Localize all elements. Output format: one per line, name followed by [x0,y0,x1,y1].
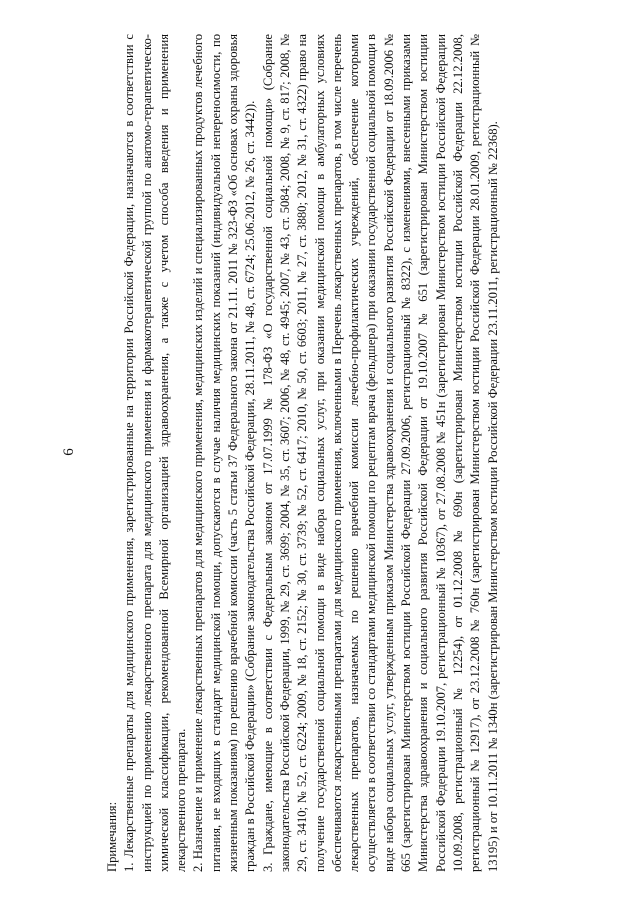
note-item-3: 3. Граждане, имеющие в соответствии с Федеральным законом от 17.07.1999 № 178-ФЗ «О государственной социальной помощи» (Собрание законодательства Российской Федерации, 1999, № 29, ст. 3699; 2004, № 35, ст. 3607; 2006, № 48, ст. 4945; 2007, № 43, ст. 5084; 2008, № 9, ст. 817; 2008, № 29, ст. 3410; № 52, ст. 6224; 2009, № 18, ст. 2152; № 30, ст. 3739; № 52, ст. 6417; 2010, № 50, ст. 6603; 2011, № 27, ст. 3880; 2012, № 31, ст. 4322) право на получение государственной социальной помощи в виде набора социальных услуг, при оказании медицинской помощи в амбулаторных условиях обеспечиваются лекарственными препаратами для медицинского применения, включенными в Перечень лекарственных препаратов, в том числе перечень лекарственных препаратов, назначаемых по решению врачебной комиссии лечебно-профилактических учреждений, обеспечение которыми осуществляется в соответствии со стандартами медицинской помощи по рецептам врача (фельдшера) при оказании государственной социальной помощи в виде набора социальных услуг, утвержденным приказом Министерства здравоохранения и социального развития Российской Федерации от 18.09.2006 № 665 (зарегистрирован Министерством юстиции Российской Федерации 27.09.2006, регистрационный № 8322), с изменениями, внесенными приказами Министерства здравоохранения и социального развития Российской Федерации от 19.10.2007 № 651 (зарегистрирован Министерством юстиции Российской Федерации 19.10.2007, регистрационный № 10367), от 27.08.2008 № 451н (зарегистрирован Министерством юстиции Российской Федерации 10.09.2008, регистрационный № 12254), от 01.12.2008 № 690н (зарегистрирован Министерством юстиции Российской Федерации 22.12.2008, регистрационный № 12917), от 23.12.2008 № 760н (зарегистрирован Министерством юстиции Российской Федерации 28.01.2009, регистрационный № 13195) и от 10.11.2011 № 1340н (зарегистрирован Министерством юстиции Российской Федерации 23.11.2011, регистрационный № 22368). [260,34,500,872]
note-item-2: 2. Назначение и применение лекарственных препаратов для медицинского применения, медицинских изделий и специализированных продуктов лечебного питания, не входящих в стандарт медицинской помощи, допускаются в случае наличия медицинских показаний (индивидуальной непереносимости, по жизненным показаниям) по решению врачебной комиссии (часть 5 статьи 37 Федерального закона от 21.11. 2011 № 323-ФЗ «Об основах охраны здоровья граждан в Российской Федерации» (Собрание законодательства Российской Федерации, 28.11.2011, № 48, ст. 6724; 25.06.2012, № 26, ст. 3442)). [191,34,258,872]
note-item-1: 1. Лекарственные препараты для медицинского применения, зарегистрированные на территории Российской Федерации, назначаются в соответствии с инструкцией по применению лекарственного препарата для медицинского применения и фармакотерапевтической группой по анатомо-терапевтическо-химической классификации, рекомендованной Всемирной организацией здравоохранения, а также с учетом способа введения и применения лекарственного препарата. [122,34,189,872]
notes-block [104,34,502,872]
rotated-page [60,22,580,882]
notes-heading: Примечания: [105,801,119,872]
page-number: 6 [61,448,77,456]
